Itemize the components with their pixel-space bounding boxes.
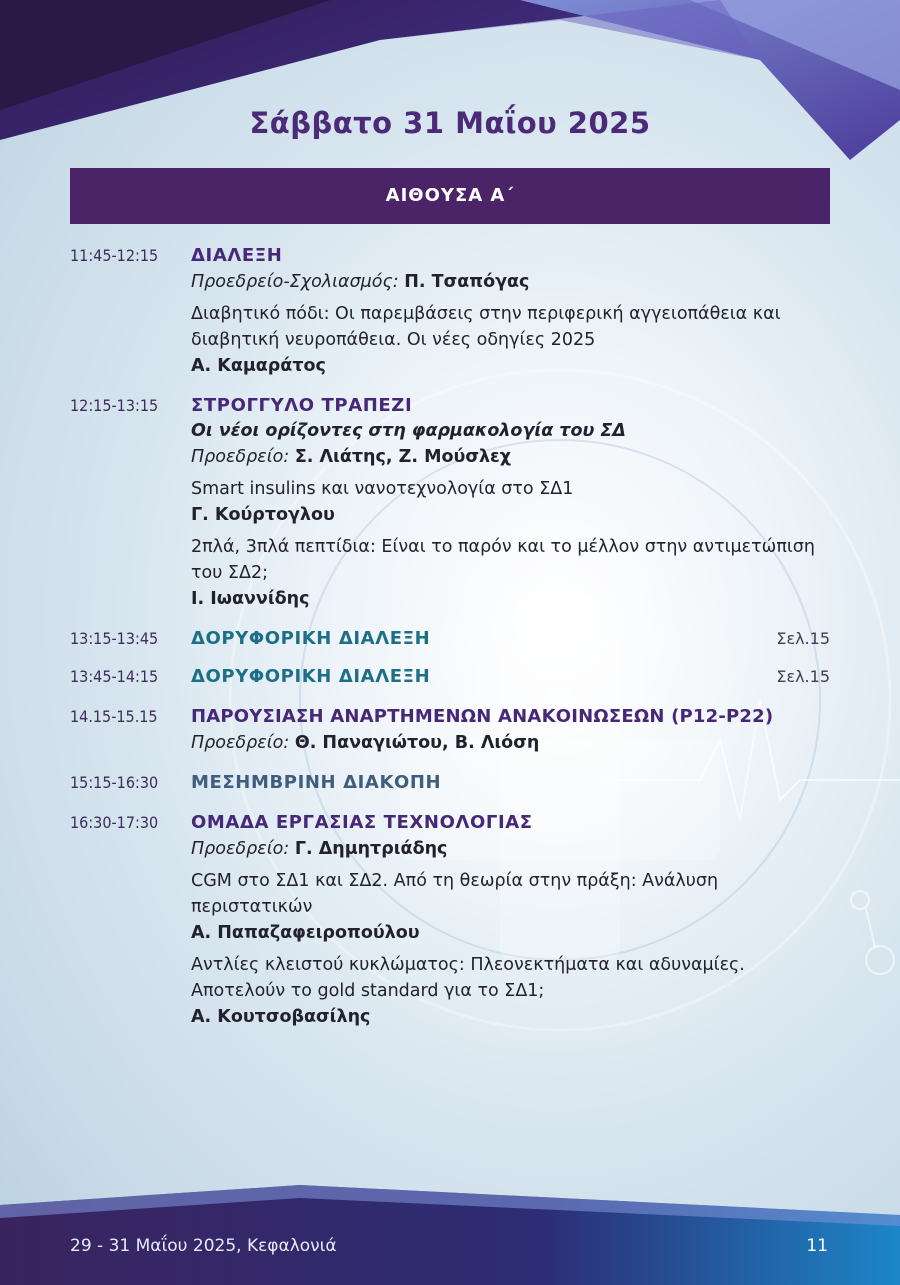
page-number: 11 <box>806 1236 828 1256</box>
session-title: ΔΙΑΛΕΞΗ <box>191 245 283 266</box>
session-block <box>70 243 830 379</box>
page-title: Σάββατο 31 Μαΐου 2025 <box>249 106 651 140</box>
session-chair <box>191 444 830 470</box>
talk-title: CGM στο ΣΔ1 και ΣΔ2. Από τη θεωρία στην πράξη: Ανάλυση περιστατικών <box>191 871 719 917</box>
chair-label: Προεδρείο: <box>191 447 290 467</box>
talk-title: Αντλίες κλειστού κυκλώματος: Πλεονεκτήματα και αδυναμίες. Αποτελούν το gold standard για το ΣΔ1; <box>191 955 745 1001</box>
session-title: ΣΤΡΟΓΓΥΛΟ ΤΡΑΠΕΖΙ <box>191 395 413 416</box>
hall-header: ΑΙΘΟΥΣΑ Α΄ <box>70 168 830 224</box>
chair-label: Προεδρείο-Σχολιασμός: <box>191 272 399 292</box>
talk-speaker: Α. Καμαράτος <box>191 356 326 376</box>
session-time: 12:15-13:15 <box>70 396 159 415</box>
session-title: ΔΟΡΥΦΟΡΙΚΗ ΔΙΑΛΕΞΗ <box>191 666 431 687</box>
session-block <box>70 393 830 612</box>
chair-names: Π. Τσαπόγας <box>404 272 530 292</box>
talk-title: Διαβητικό πόδι: Οι παρεμβάσεις στην περιφερική αγγειοπάθεια και διαβητική νευροπάθεια. Οι νέες οδηγίες 2025 <box>191 304 781 350</box>
chair-label: Προεδρείο: <box>191 733 290 753</box>
session-block <box>70 626 830 652</box>
session-title: ΟΜΑΔΑ ΕΡΓΑΣΙΑΣ ΤΕΧΝΟΛΟΓΙΑΣ <box>191 812 533 833</box>
footer-event: 29 - 31 Μαΐου 2025, Κεφαλονιά <box>70 1236 337 1256</box>
session-block <box>70 810 830 1030</box>
chair-names: Γ. Δημητριάδης <box>294 839 448 859</box>
talk-speaker: Α. Παπαζαφειροπούλου <box>191 923 420 943</box>
session-chair <box>191 269 830 295</box>
session-time: 16:30-17:30 <box>70 813 159 832</box>
talk-title: Smart insulins και νανοτεχνολογία στο ΣΔ1 <box>191 479 574 499</box>
session-subtitle: Οι νέοι ορίζοντες στη φαρμακολογία του ΣΔ <box>191 421 626 441</box>
session-block <box>70 770 830 796</box>
chair-names: Θ. Παναγιώτου, Β. Λιόση <box>294 733 540 753</box>
session-time: 11:45-12:15 <box>70 246 159 265</box>
session-chair <box>191 730 830 756</box>
session-chair <box>191 836 830 862</box>
page-reference: Σελ.15 <box>776 629 830 648</box>
session-time: 13:45-14:15 <box>70 667 159 686</box>
session-block <box>70 704 830 756</box>
session-title: ΔΟΡΥΦΟΡΙΚΗ ΔΙΑΛΕΞΗ <box>191 628 431 649</box>
talk-title: 2πλά, 3πλά πεπτίδια: Είναι το παρόν και το μέλλον στην αντιμετώπιση του ΣΔ2; <box>191 537 815 583</box>
program-list <box>70 243 830 1044</box>
page-reference: Σελ.15 <box>776 667 830 686</box>
session-time: 13:15-13:45 <box>70 629 159 648</box>
session-time: 14.15-15.15 <box>70 707 158 726</box>
talk-speaker: Γ. Κούρτογλου <box>191 505 335 525</box>
session-block <box>70 664 830 690</box>
chair-label: Προεδρείο: <box>191 839 290 859</box>
talk-speaker: Α. Κουτσοβασίλης <box>191 1007 371 1027</box>
session-title: ΜΕΣΗΜΒΡΙΝΗ ΔΙΑΚΟΠΗ <box>191 772 442 793</box>
session-time: 15:15-16:30 <box>70 773 159 792</box>
chair-names: Σ. Λιάτης, Ζ. Μούσλεχ <box>294 447 512 467</box>
talk-speaker: Ι. Ιωαννίδης <box>191 589 310 609</box>
session-title: ΠΑΡΟΥΣΙΑΣΗ ΑΝΑΡΤΗΜΕΝΩΝ ΑΝΑΚΟΙΝΩΣΕΩΝ (Ρ12-Ρ22) <box>191 706 774 727</box>
